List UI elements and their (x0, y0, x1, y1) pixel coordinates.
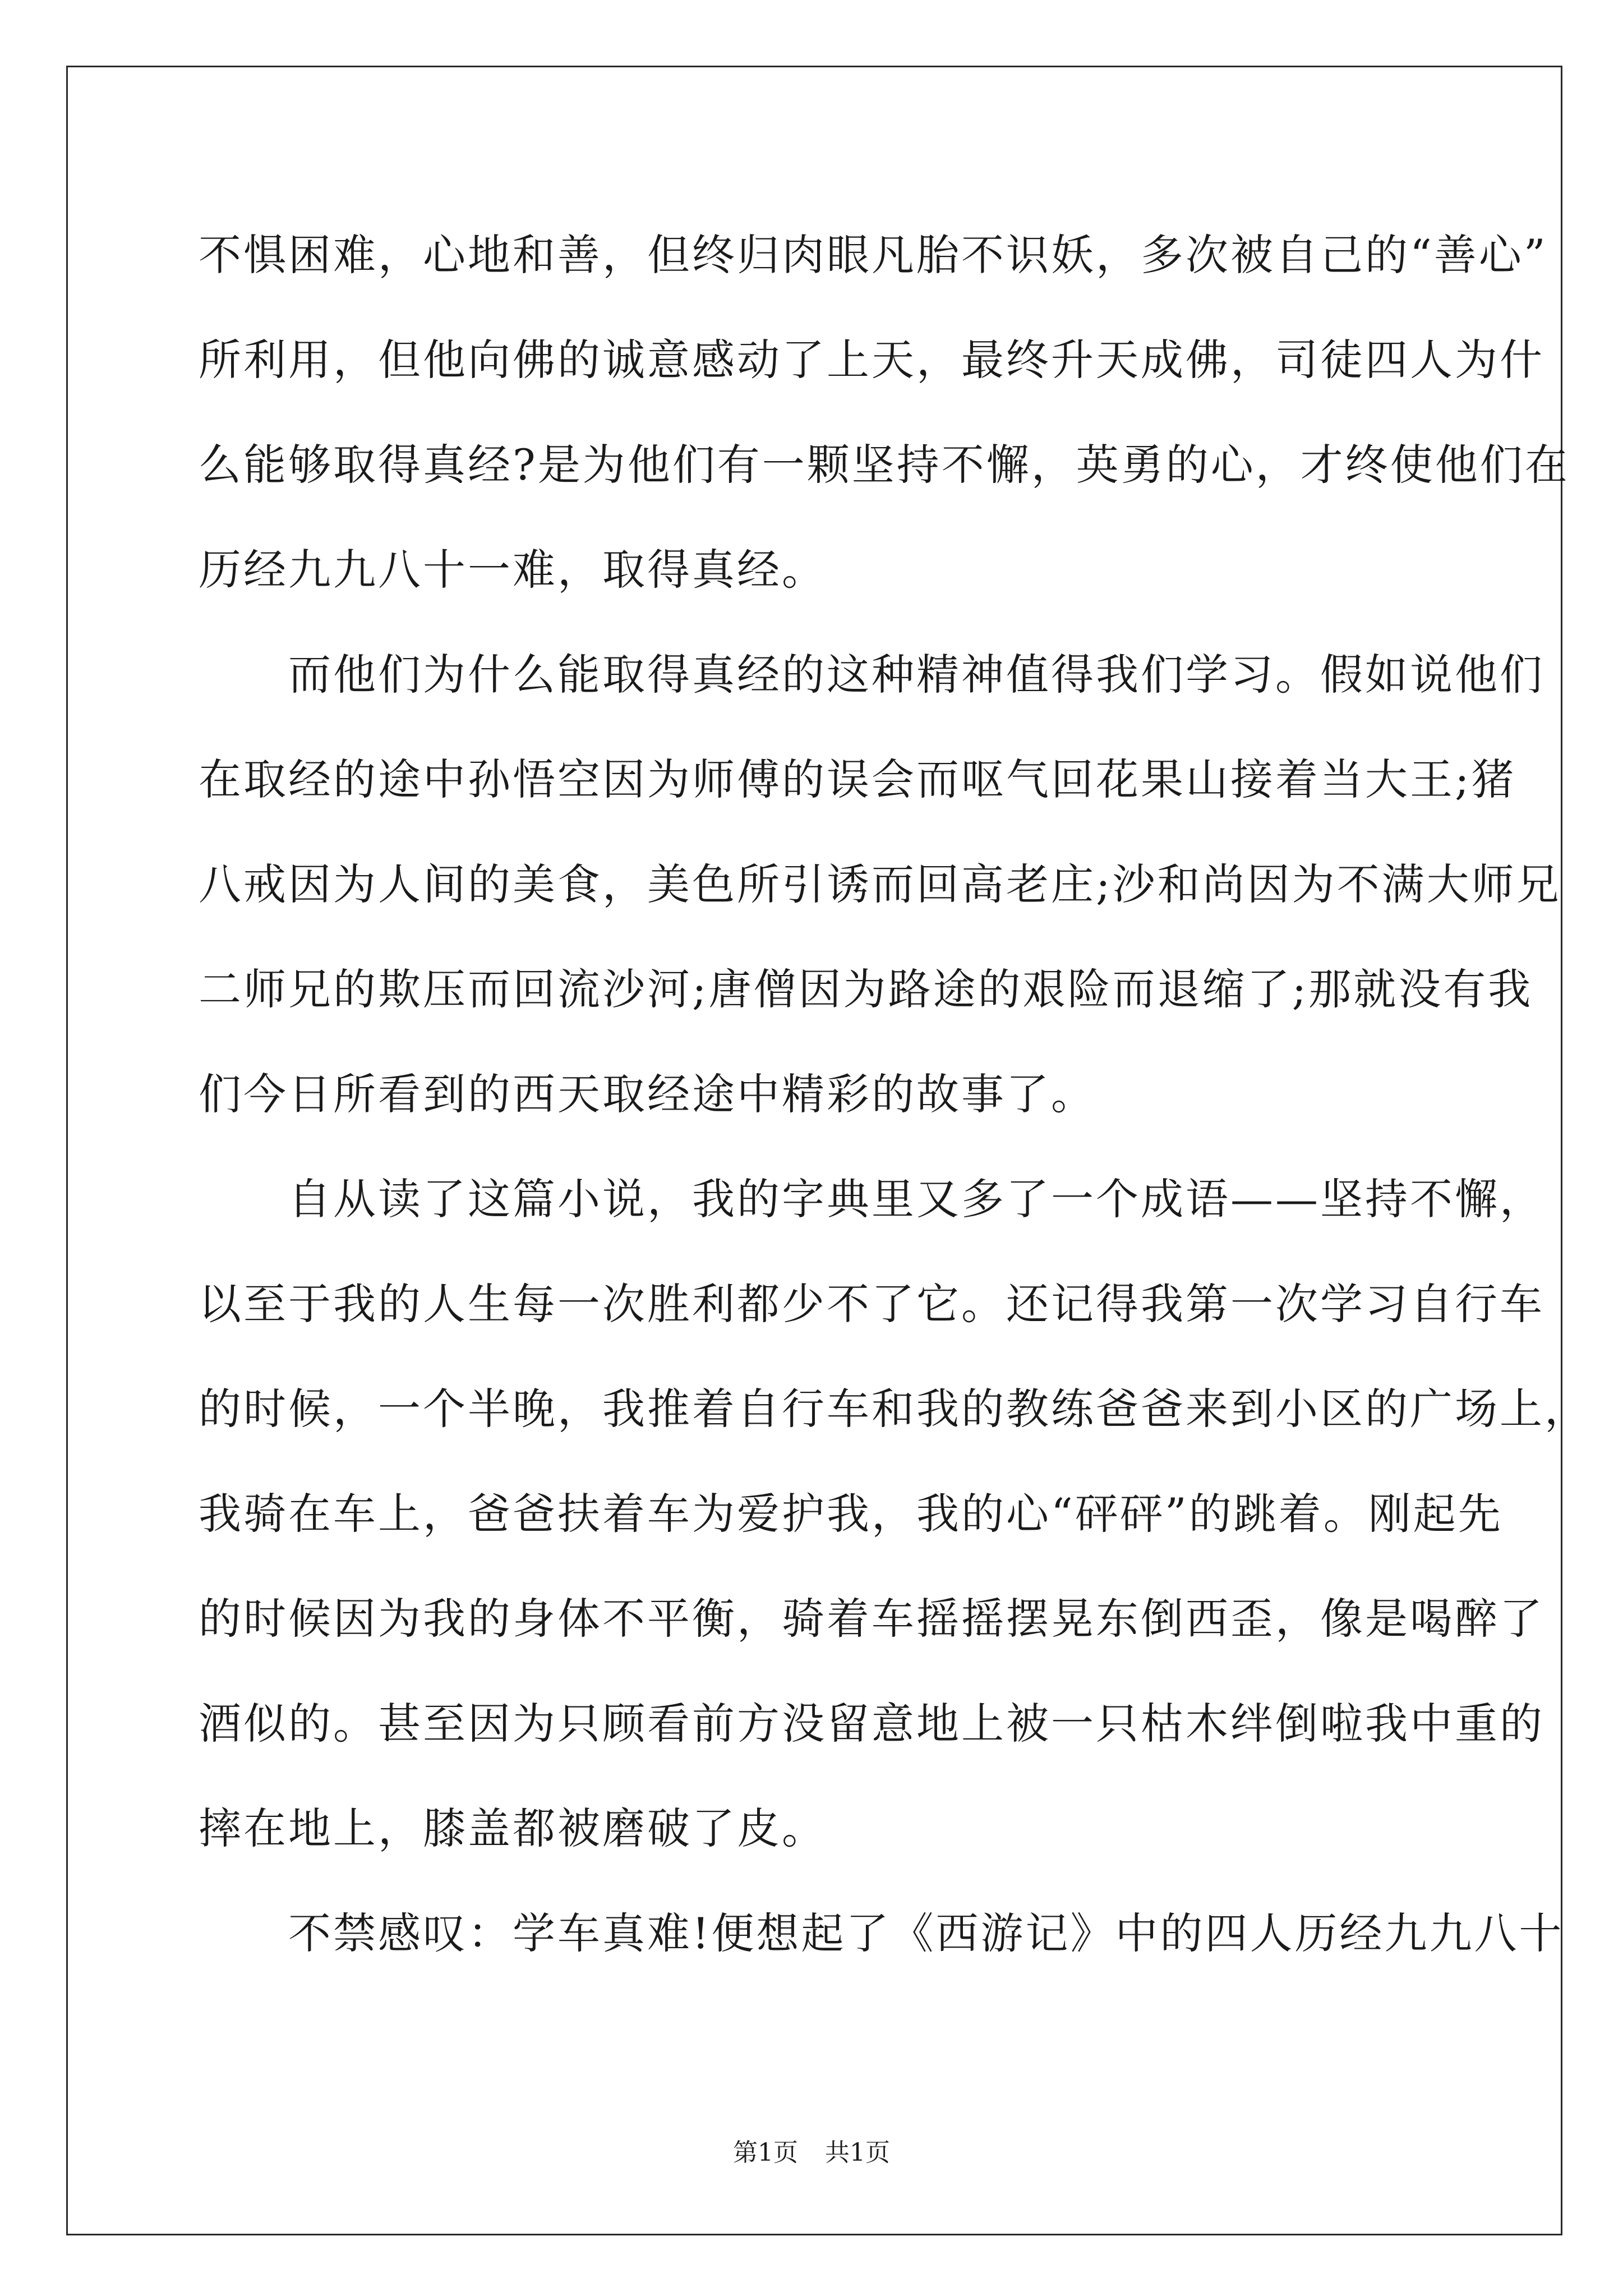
text-line: 所利用，但他向佛的诚意感动了上天，最终升天成佛，司徒四人为什 (199, 335, 1544, 385)
text-line: 么能够取得真经?是为他们有一颗坚持不懈，英勇的心，才终使他们在 (199, 440, 1570, 490)
text-line: 历经九九八十一难，取得真经。 (199, 545, 827, 595)
text-line: 在取经的途中孙悟空因为师傅的误会而呕气回花果山接着当大王;猪 (199, 754, 1516, 804)
text-line: 不禁感叹：学车真难!便想起了《西游记》中的四人历经九九八十 (199, 1908, 1564, 1958)
text-line: 的时候因为我的身体不平衡，骑着车摇摇摆晃东倒西歪，像是喝醉了 (199, 1594, 1544, 1644)
text-line: 酒似的。甚至因为只顾看前方没留意地上被一只枯木绊倒啦我中重的 (199, 1699, 1544, 1749)
text-line: 摔在地上，膝盖都被磨破了皮。 (199, 1803, 827, 1853)
page-number: 第1页 (733, 2138, 798, 2167)
text-line: 以至于我的人生每一次胜利都少不了它。还记得我第一次学习自行车 (199, 1279, 1544, 1329)
text-line: 我骑在车上，爸爸扶着车为爱护我，我的心“砰砰”的跳着。刚起先 (199, 1489, 1503, 1539)
page-total: 共1页 (825, 2138, 890, 2167)
text-line: 二师兄的欺压而回流沙河;唐僧因为路途的艰险而退缩了;那就没有我 (199, 964, 1533, 1014)
text-line: 而他们为什么能取得真经的这种精神值得我们学习。假如说他们 (199, 650, 1544, 700)
text-line: 不惧困难，心地和善，但终归肉眼凡胎不识妖，多次被自己的“善心” (199, 230, 1548, 280)
document-body (199, 202, 1589, 1985)
text-line: 自从读了这篇小说，我的字典里又多了一个成语——坚持不懈， (199, 1174, 1544, 1224)
page-footer (0, 2137, 1623, 2169)
text-line: 的时候，一个半晚，我推着自行车和我的教练爸爸来到小区的广场上， (199, 1384, 1589, 1434)
text-line: 们今日所看到的西天取经途中精彩的故事了。 (199, 1069, 1096, 1119)
text-line: 八戒因为人间的美食，美色所引诱而回高老庄;沙和尚因为不满大师兄 (199, 859, 1561, 909)
